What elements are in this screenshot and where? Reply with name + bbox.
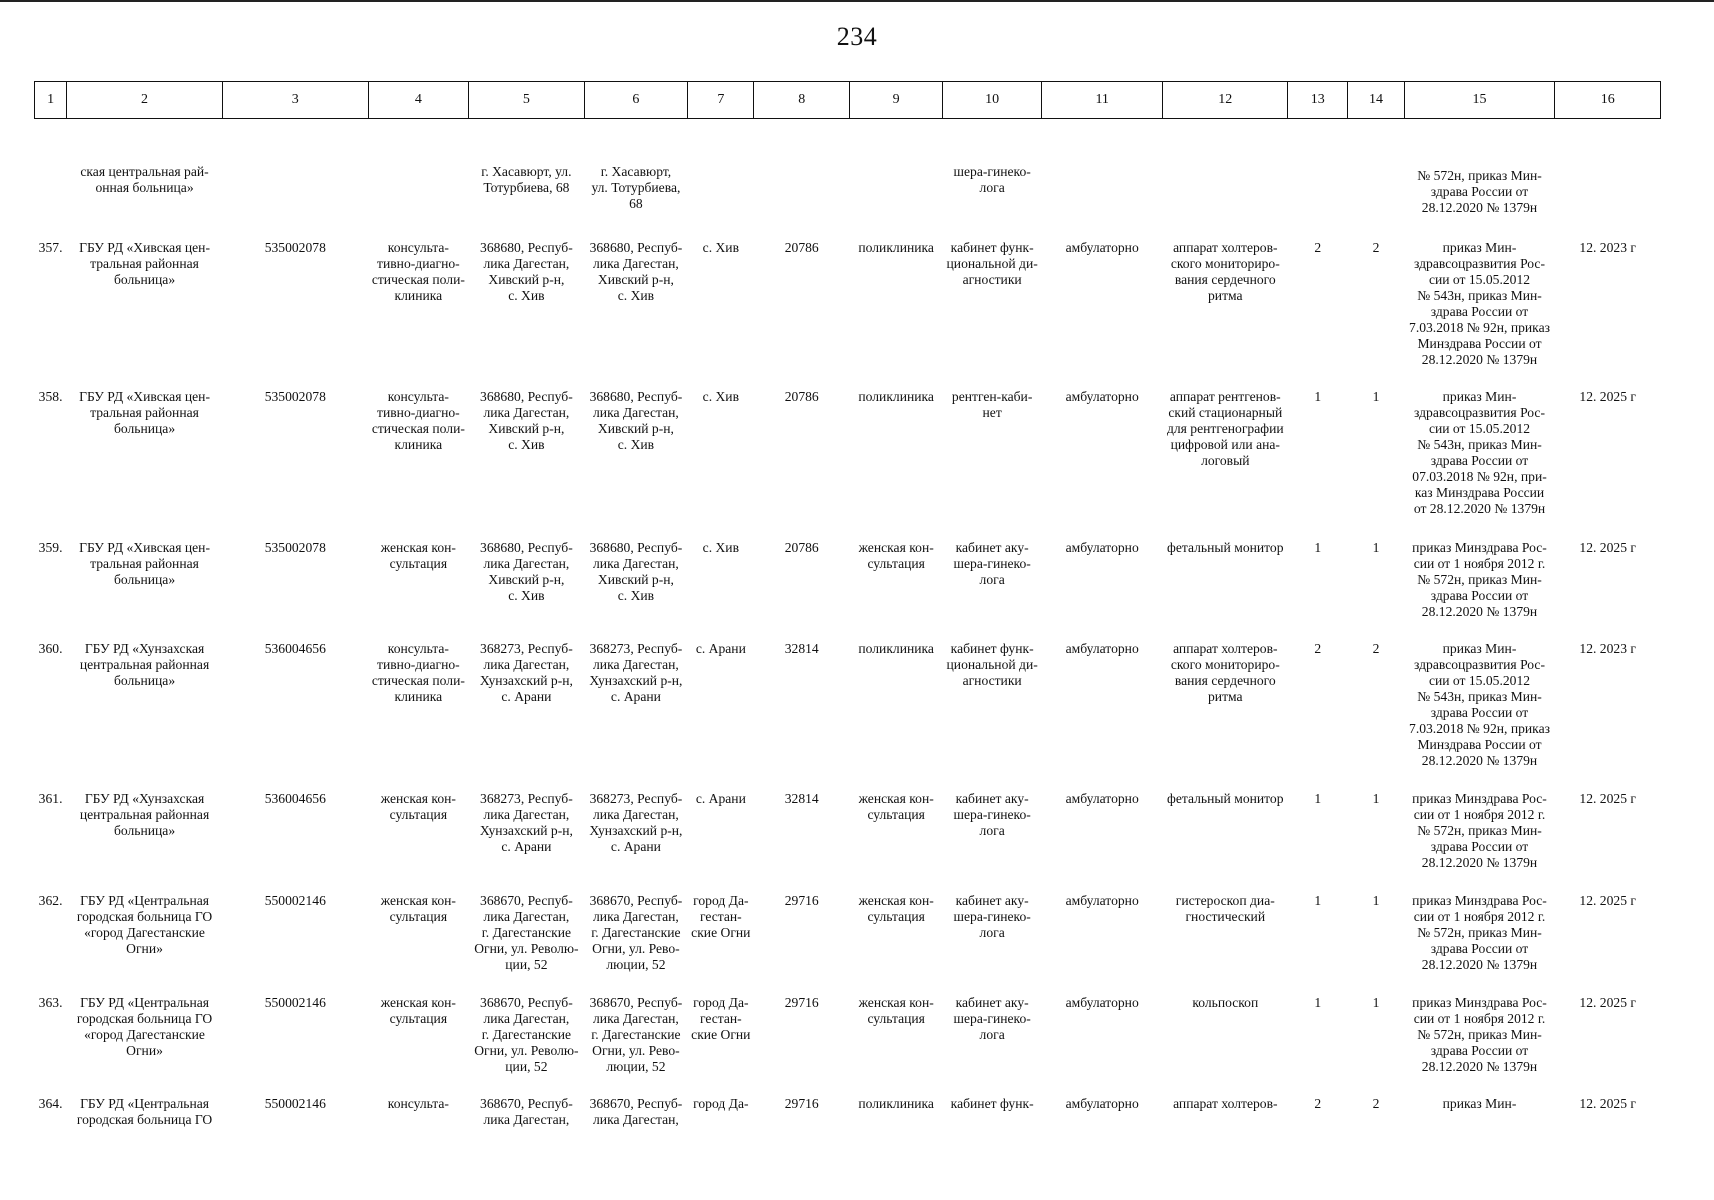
column-header: 12 — [1163, 82, 1288, 119]
legal-address: 368670, Респуб- лика Дагестан, — [480, 1096, 573, 1127]
unit: консульта- тивно-диагно- стическая поли- клиника — [371, 240, 465, 303]
facility-type: женская кон- сультация — [858, 893, 934, 924]
population: 32814 — [784, 791, 819, 806]
org-code: 535002078 — [264, 540, 326, 555]
legal-basis: приказ Мин- здравсоцразвития Рос- сии от 15.05.2012 № 543н, приказ Мин- здрава России от 7.03.2018 № 92н, приказ Минздрава России от 28.12.2020 № 1379н — [1409, 641, 1550, 768]
room: кабинет функ- — [950, 1096, 1034, 1111]
legal-basis: приказ Минздрава Рос- сии от 1 ноября 2012 г. № 572н, приказ Мин- здрава России от 28.12.2020 № 1379н — [1412, 995, 1547, 1074]
population: 20786 — [784, 540, 819, 555]
quantity-13: 2 — [1314, 641, 1322, 656]
legal-address: 368273, Респуб- лика Дагестан, Хунзахский р-н, с. Арани — [479, 791, 573, 854]
room: кабинет функ- циональной ди- агностики — [946, 641, 1038, 688]
population: 29716 — [784, 995, 819, 1010]
unit: женская кон- сультация — [380, 791, 456, 822]
table-row — [35, 389, 1661, 540]
deadline: 12. 2023 г — [1579, 641, 1636, 656]
page-number: 234 — [836, 22, 878, 51]
unit: консульта- тивно-диагно- стическая поли- клиника — [371, 641, 465, 704]
row-number: 357. — [38, 240, 63, 255]
room: кабинет аку- шера-гинеко- лога — [953, 791, 1031, 838]
locality: с. Арани — [695, 791, 746, 806]
actual-address: г. Хасавюрт, ул. Тотурбиева, 68 — [591, 164, 681, 211]
org-code: 535002078 — [264, 389, 326, 404]
facility-type: женская кон- сультация — [858, 995, 934, 1026]
table-row — [35, 1096, 1661, 1156]
legal-basis: приказ Минздрава Рос- сии от 1 ноября 2012 г. № 572н, приказ Мин- здрава России от 28.12.2020 № 1379н — [1412, 893, 1547, 972]
deadline: 12. 2023 г — [1579, 240, 1636, 255]
top-scan-edge — [0, 0, 1714, 2]
population: 29716 — [784, 1096, 819, 1111]
quantity-13: 1 — [1314, 389, 1322, 404]
column-header: 8 — [754, 82, 849, 119]
quantity-13: 2 — [1314, 1096, 1322, 1111]
legal-basis: приказ Минздрава Рос- сии от 1 ноября 2012 г. № 572н, приказ Мин- здрава России от 28.12.2020 № 1379н — [1412, 540, 1547, 619]
room: шера-гинеко- лога — [953, 164, 1031, 195]
unit: женская кон- сультация — [380, 995, 456, 1026]
quantity-14: 1 — [1372, 540, 1380, 555]
org-code: 535002078 — [264, 240, 326, 255]
quantity-14: 2 — [1372, 1096, 1380, 1111]
column-header: 2 — [67, 82, 223, 119]
org-code: 550002146 — [264, 1096, 326, 1111]
column-header: 1 — [35, 82, 67, 119]
care-mode: амбулаторно — [1065, 540, 1139, 555]
org-name: ская центральная рай- онная больница» — [80, 164, 209, 195]
legal-address: 368273, Респуб- лика Дагестан, Хунзахский р-н, с. Арани — [479, 641, 573, 704]
column-header: 11 — [1041, 82, 1163, 119]
population: 20786 — [784, 389, 819, 404]
unit: женская кон- сультация — [380, 893, 456, 924]
legal-basis: приказ Мин- здравсоцразвития Рос- сии от 15.05.2012 № 543н, приказ Мин- здрава России от 07.03.2018 № 92н, при- каз Минздрава России от 28.12.2020 № 1379н — [1412, 389, 1547, 516]
row-number: 358. — [38, 389, 63, 404]
org-name: ГБУ РД «Центральная городская больница ГО — [76, 1096, 213, 1127]
population: 32814 — [784, 641, 819, 656]
quantity-14: 1 — [1372, 791, 1380, 806]
legal-address: 368680, Респуб- лика Дагестан, Хивский р-н, с. Хив — [480, 540, 573, 603]
column-header: 14 — [1348, 82, 1404, 119]
org-code: 536004656 — [264, 641, 326, 656]
column-header: 10 — [943, 82, 1041, 119]
quantity-13: 1 — [1314, 540, 1322, 555]
quantity-14: 2 — [1372, 641, 1380, 656]
legal-basis: № 572н, приказ Мин- здрава России от 28.12.2020 № 1379н — [1417, 168, 1542, 215]
column-header: 5 — [469, 82, 585, 119]
deadline: 12. 2025 г — [1579, 389, 1636, 404]
column-header: 3 — [222, 82, 368, 119]
equipment: аппарат холтеров- — [1173, 1096, 1278, 1111]
org-code: 550002146 — [264, 893, 326, 908]
quantity-14: 1 — [1372, 893, 1380, 908]
actual-address: 368680, Респуб- лика Дагестан, Хивский р-н, с. Хив — [589, 540, 683, 603]
legal-address: 368680, Респуб- лика Дагестан, Хивский р-н, с. Хив — [480, 389, 573, 452]
actual-address: 368680, Респуб- лика Дагестан, Хивский р-н, с. Хив — [589, 389, 683, 452]
row-number: 361. — [38, 791, 63, 806]
deadline: 12. 2025 г — [1579, 1096, 1636, 1111]
actual-address: 368273, Респуб- лика Дагестан, Хунзахский р-н, с. Арани — [589, 641, 683, 704]
equipment: кольпоскоп — [1192, 995, 1259, 1010]
facility-type: поликлиника — [858, 240, 934, 255]
column-header: 13 — [1288, 82, 1348, 119]
care-mode: амбулаторно — [1065, 389, 1139, 404]
org-code: 550002146 — [264, 995, 326, 1010]
actual-address: 368670, Респуб- лика Дагестан, — [589, 1096, 683, 1127]
legal-address: 368670, Респуб- лика Дагестан, г. Дагестанские Огни, ул. Револю- ции, 52 — [474, 893, 579, 972]
table-header — [35, 82, 1661, 119]
table-row — [35, 995, 1661, 1096]
facility-type: женская кон- сультация — [858, 540, 934, 571]
quantity-13: 1 — [1314, 995, 1322, 1010]
org-name: ГБУ РД «Хунзахская центральная районная больница» — [79, 641, 210, 688]
quantity-13: 2 — [1314, 240, 1322, 255]
column-header: 9 — [849, 82, 942, 119]
org-name: ГБУ РД «Хивская цен- тральная районная больница» — [79, 540, 210, 587]
care-mode: амбулаторно — [1065, 641, 1139, 656]
org-name: ГБУ РД «Хивская цен- тральная районная больница» — [79, 240, 210, 287]
quantity-14: 1 — [1372, 389, 1380, 404]
quantity-13: 1 — [1314, 791, 1322, 806]
care-mode: амбулаторно — [1065, 1096, 1139, 1111]
actual-address: 368670, Респуб- лика Дагестан, г. Дагестанские Огни, ул. Рево- люции, 52 — [589, 995, 683, 1074]
locality: город Да- гестан- ские Огни — [691, 893, 751, 940]
deadline: 12. 2025 г — [1579, 893, 1636, 908]
equipment: фетальный монитор — [1167, 540, 1284, 555]
deadline: 12. 2025 г — [1579, 540, 1636, 555]
table-row — [35, 791, 1661, 893]
care-mode: амбулаторно — [1065, 791, 1139, 806]
deadline: 12. 2025 г — [1579, 791, 1636, 806]
legal-basis: приказ Минздрава Рос- сии от 1 ноября 2012 г. № 572н, приказ Мин- здрава России от 28.12.2020 № 1379н — [1412, 791, 1547, 870]
org-name: ГБУ РД «Хивская цен- тральная районная больница» — [79, 389, 210, 436]
population: 29716 — [784, 893, 819, 908]
facility-type: женская кон- сультация — [858, 791, 934, 822]
quantity-14: 1 — [1372, 995, 1380, 1010]
column-header: 15 — [1404, 82, 1555, 119]
actual-address: 368680, Респуб- лика Дагестан, Хивский р-н, с. Хив — [589, 240, 683, 303]
room: кабинет функ- циональной ди- агностики — [946, 240, 1038, 287]
facility-type: поликлиника — [858, 389, 934, 404]
legal-basis: приказ Мин- здравсоцразвития Рос- сии от 15.05.2012 № 543н, приказ Мин- здрава России от 7.03.2018 № 92н, приказ Минздрава России от 28.12.2020 № 1379н — [1409, 240, 1550, 367]
equipment: фетальный монитор — [1167, 791, 1284, 806]
table-row — [35, 893, 1661, 995]
actual-address: 368670, Респуб- лика Дагестан, г. Дагестанские Огни, ул. Рево- люции, 52 — [589, 893, 683, 972]
locality: с. Арани — [695, 641, 746, 656]
column-header: 6 — [584, 82, 688, 119]
locality: город Да- гестан- ские Огни — [691, 995, 751, 1042]
equipment: гистероскоп диа- гностический — [1175, 893, 1275, 924]
care-mode: амбулаторно — [1065, 995, 1139, 1010]
actual-address: 368273, Респуб- лика Дагестан, Хунзахский р-н, с. Арани — [589, 791, 683, 854]
row-number: 362. — [38, 893, 63, 908]
quantity-13: 1 — [1314, 893, 1322, 908]
org-name: ГБУ РД «Хунзахская центральная районная больница» — [79, 791, 210, 838]
row-number: 363. — [38, 995, 63, 1010]
room: кабинет аку- шера-гинеко- лога — [953, 995, 1031, 1042]
legal-basis: приказ Мин- — [1442, 1096, 1517, 1111]
row-number: 364. — [38, 1096, 63, 1111]
facility-type: поликлиника — [858, 1096, 934, 1111]
unit: женская кон- сультация — [380, 540, 456, 571]
equipment: аппарат холтеров- ского мониториро- вания сердечного ритма — [1170, 641, 1280, 704]
row-number: 360. — [38, 641, 63, 656]
care-mode: амбулаторно — [1065, 893, 1139, 908]
locality: с. Хив — [702, 240, 739, 255]
registry-table — [34, 81, 1661, 1156]
continuation-row — [35, 119, 1661, 241]
table-row — [35, 641, 1661, 791]
deadline: 12. 2025 г — [1579, 995, 1636, 1010]
unit: консульта- — [387, 1096, 449, 1111]
locality: город Да- — [693, 1096, 749, 1111]
population: 20786 — [784, 240, 819, 255]
org-code: 536004656 — [264, 791, 326, 806]
column-header: 7 — [688, 82, 754, 119]
room: кабинет аку- шера-гинеко- лога — [953, 540, 1031, 587]
org-name: ГБУ РД «Центральная городская больница ГО «город Дагестанские Огни» — [76, 995, 213, 1058]
legal-address: г. Хасавюрт, ул. Тотурбиева, 68 — [481, 164, 572, 195]
table-row — [35, 240, 1661, 389]
room: кабинет аку- шера-гинеко- лога — [953, 893, 1031, 940]
row-number: 359. — [38, 540, 63, 555]
org-name: ГБУ РД «Центральная городская больница ГО «город Дагестанские Огни» — [76, 893, 213, 956]
care-mode: амбулаторно — [1065, 240, 1139, 255]
locality: с. Хив — [702, 540, 739, 555]
unit: консульта- тивно-диагно- стическая поли- клиника — [371, 389, 465, 452]
locality: с. Хив — [702, 389, 739, 404]
legal-address: 368670, Респуб- лика Дагестан, г. Дагестанские Огни, ул. Револю- ции, 52 — [474, 995, 579, 1074]
equipment: аппарат холтеров- ского мониториро- вания сердечного ритма — [1170, 240, 1280, 303]
table-row — [35, 540, 1661, 641]
column-header: 4 — [368, 82, 468, 119]
facility-type: поликлиника — [858, 641, 934, 656]
equipment: аппарат рентгенов- ский стационарный для рентгенографии цифровой или ана- логовый — [1166, 389, 1284, 468]
legal-address: 368680, Респуб- лика Дагестан, Хивский р-н, с. Хив — [480, 240, 573, 303]
quantity-14: 2 — [1372, 240, 1380, 255]
column-header: 16 — [1555, 82, 1661, 119]
room: рентген-каби- нет — [951, 389, 1033, 420]
